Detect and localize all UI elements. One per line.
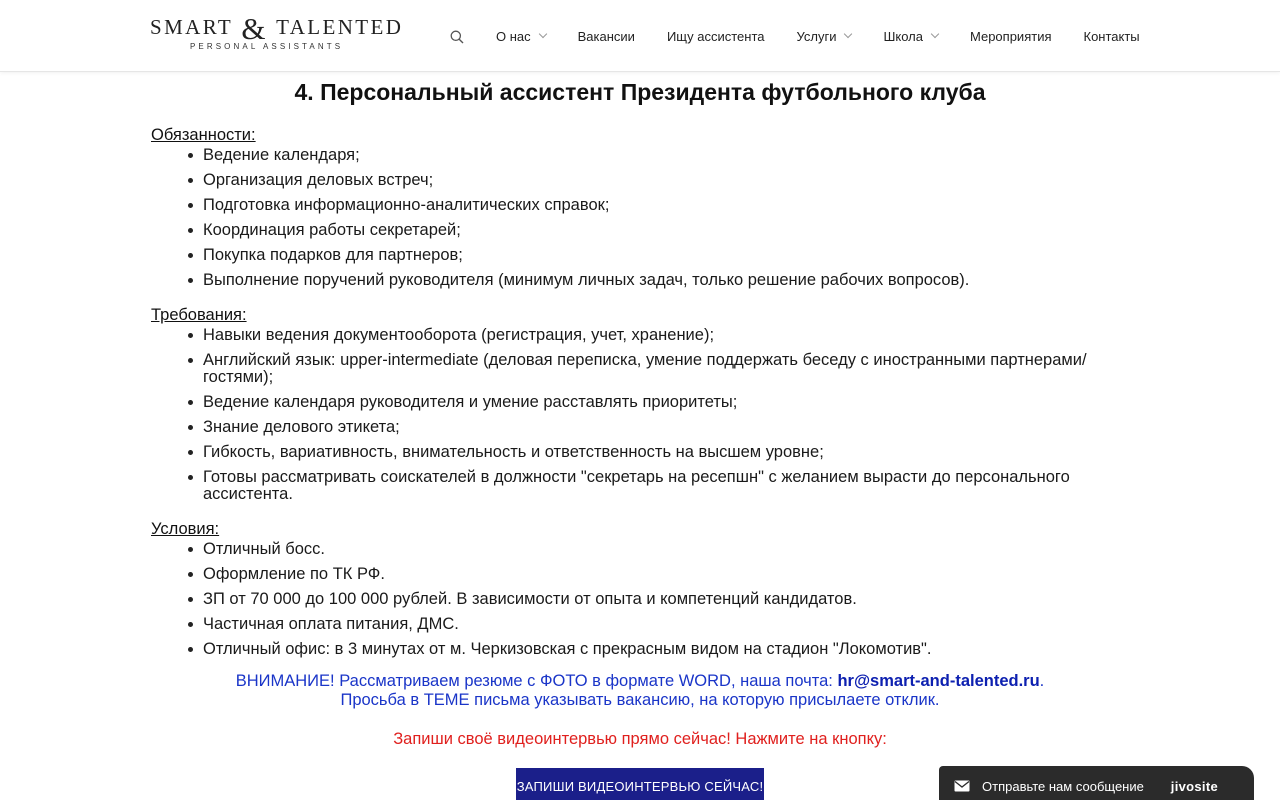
list-item: Подготовка информационно-аналитических справок; [185, 197, 1129, 214]
resume-notice [151, 672, 1129, 710]
chat-label: Отправьте нам сообщение [982, 778, 1144, 794]
record-video-interview-button[interactable]: ЗАПИШИ ВИДЕОИНТЕРВЬЮ СЕЙЧАС! [516, 768, 764, 800]
nav-find-assistant-label: Ищу ассистента [666, 28, 765, 44]
requirements-list [185, 327, 1129, 503]
list-item: Гибкость, вариативность, внимательность и ответственность на высшем уровне; [185, 444, 1129, 461]
video-interview-call: Запиши своё видеоинтервью прямо сейчас! Нажмите на кнопку: [393, 730, 887, 748]
nav-services[interactable] [781, 29, 868, 44]
chevron-down-icon [538, 29, 546, 37]
list-item: Навыки ведения документооборота (регистрация, учет, хранение); [185, 327, 1129, 344]
chat-widget[interactable] [939, 766, 1254, 800]
email-link[interactable]: hr@smart-and-talented.ru [837, 672, 1040, 690]
main-nav [480, 0, 1156, 72]
nav-services-label: Услуги [796, 28, 837, 44]
conditions-heading: Условия: [151, 520, 220, 538]
list-item: Частичная оплата питания, ДМС. [185, 616, 1129, 633]
nav-events-label: Мероприятия [970, 28, 1052, 44]
list-item: Английский язык: upper-intermediate (деловая переписка, умение поддержать беседу с иностранными партнерами/гостями); [185, 352, 1129, 386]
list-item: Готовы рассматривать соискателей в должности "секретарь на ресепшн" с желанием вырасти до персонального ассистента. [185, 469, 1129, 503]
list-item: Покупка подарков для партнеров; [185, 247, 1129, 264]
list-item: Координация работы секретарей; [185, 222, 1129, 239]
nav-events[interactable] [954, 29, 1068, 44]
page-title: 4. Персональный ассистент Президента футбольного клуба [294, 79, 986, 105]
list-item: Ведение календаря; [185, 147, 1129, 164]
list-item: Оформление по ТК РФ. [185, 566, 1129, 583]
logo-title: SMART & TALENTED [150, 11, 404, 46]
search-icon[interactable] [450, 30, 464, 44]
logo[interactable] [150, 11, 404, 54]
list-item: Отличный босс. [185, 541, 1129, 558]
list-item: ЗП от 70 000 до 100 000 рублей. В зависимости от опыта и компетенций кандидатов. [185, 591, 1129, 608]
nav-school[interactable] [867, 29, 954, 44]
list-item: Выполнение поручений руководителя (минимум личных задач, только решение рабочих вопросов). [185, 272, 1129, 289]
list-item: Ведение календаря руководителя и умение расставлять приоритеты; [185, 394, 1129, 411]
nav-school-label: Школа [883, 28, 923, 44]
jivosite-logo: jivosite [1170, 778, 1218, 794]
nav-about[interactable] [480, 29, 562, 44]
nav-contacts-label: Контакты [1083, 28, 1140, 44]
list-item: Знание делового этикета; [185, 419, 1129, 436]
nav-vacancies-label: Вакансии [577, 28, 635, 44]
notice-text: ВНИМАНИЕ! Рассматриваем резюме с ФОТО в формате WORD, наша почта: [235, 672, 838, 690]
list-item: Отличный офис: в 3 минутах от м. Черкизовская с прекрасным видом на стадион "Локомотив". [185, 641, 1129, 658]
vacancy-content [151, 72, 1129, 800]
conditions-list [185, 541, 1129, 658]
site-header [0, 0, 1280, 72]
resume-notice-line1 [151, 672, 1129, 691]
resume-notice-line2: Просьба в ТЕМЕ письма указывать вакансию, на которую присылаете отклик. [340, 691, 940, 709]
notice-punct: . [1039, 672, 1045, 690]
chevron-down-icon [844, 29, 852, 37]
nav-about-label: О нас [496, 28, 531, 44]
nav-vacancies[interactable] [562, 29, 651, 44]
nav-contacts[interactable] [1068, 29, 1156, 44]
requirements-heading: Требования: [151, 306, 247, 324]
nav-find-assistant[interactable] [651, 29, 781, 44]
duties-list [185, 147, 1129, 289]
chevron-down-icon [931, 29, 939, 37]
envelope-icon [954, 780, 970, 792]
logo-subtitle: PERSONAL ASSISTANTS [190, 42, 344, 51]
duties-heading: Обязанности: [151, 126, 256, 144]
list-item: Организация деловых встреч; [185, 172, 1129, 189]
